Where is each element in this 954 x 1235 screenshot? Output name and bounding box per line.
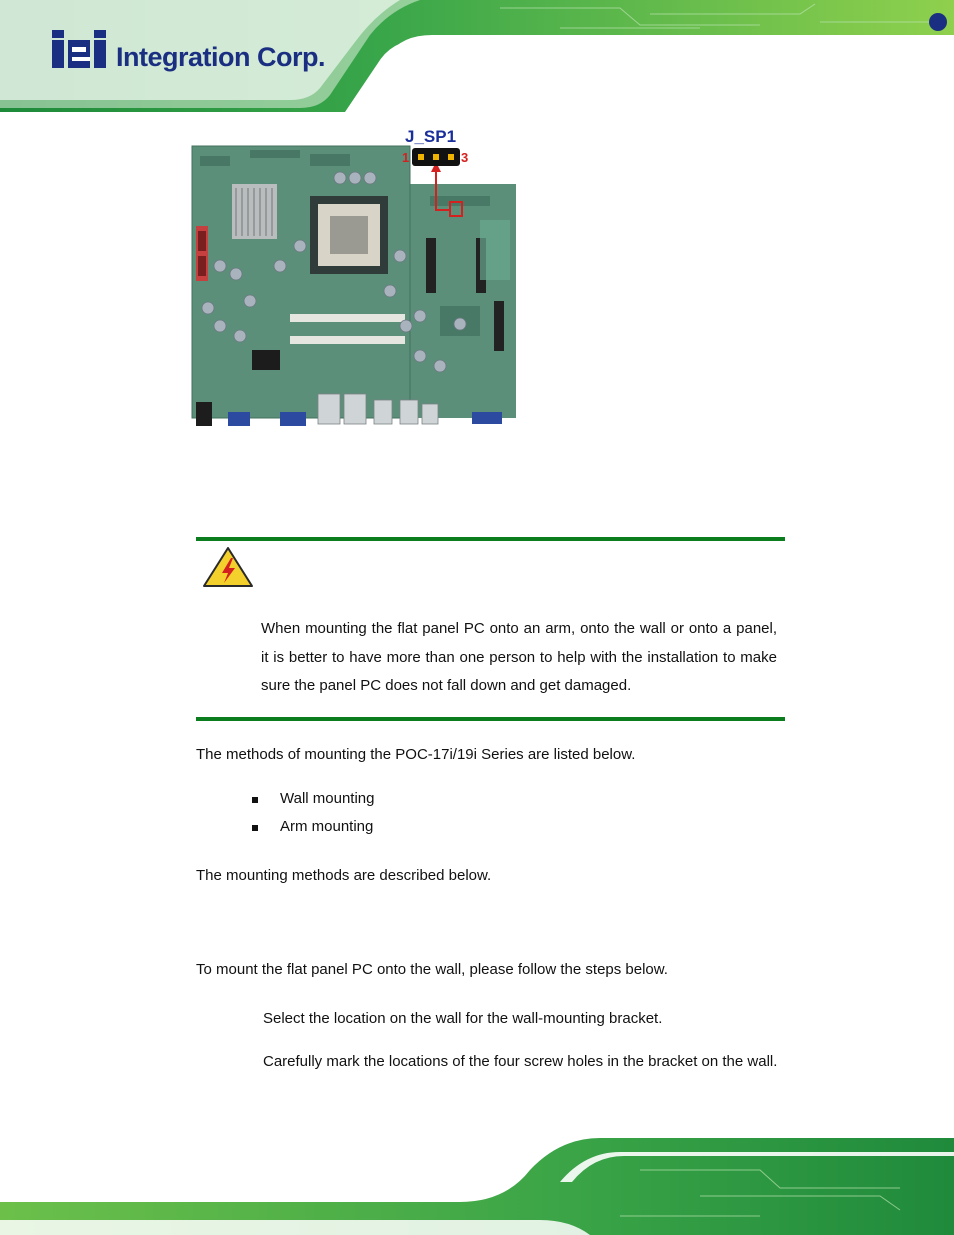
list-item: Wall mounting: [252, 790, 374, 818]
methods-list: [252, 790, 374, 846]
methods-described: The mounting methods are described below.: [196, 867, 492, 884]
list-item: Arm mounting: [252, 818, 374, 846]
pin-3-label: 3: [461, 150, 469, 165]
bullet-icon: [252, 825, 258, 831]
step-2: Carefully mark the locations of the four screw holes in the bracket on the wall.: [263, 1053, 778, 1070]
warning-text: When mounting the flat panel PC onto an arm, onto the wall or onto a panel, it is better to have more than one person to help with the installation to make sure the panel PC does not fall down and get damaged.: [261, 620, 777, 694]
wall-mount-intro: To mount the flat panel PC onto the wall, please follow the steps below.: [196, 961, 668, 978]
pin-1-label: 1: [402, 150, 410, 165]
warning-bottom-rule: [196, 717, 785, 721]
step-1: Select the location on the wall for the wall-mounting bracket.: [263, 1010, 663, 1027]
footer-banner: [0, 1130, 954, 1235]
methods-intro: The methods of mounting the POC-17i/19i Series are listed below.: [196, 746, 636, 763]
warning-triangle-icon: [202, 546, 254, 588]
logo-text: Integration Corp.: [116, 42, 325, 72]
bullet-icon: [252, 797, 258, 803]
motherboard-figure: [190, 126, 520, 431]
warning-top-rule: [196, 537, 785, 541]
jumper-label: J_SP1: [405, 127, 457, 146]
